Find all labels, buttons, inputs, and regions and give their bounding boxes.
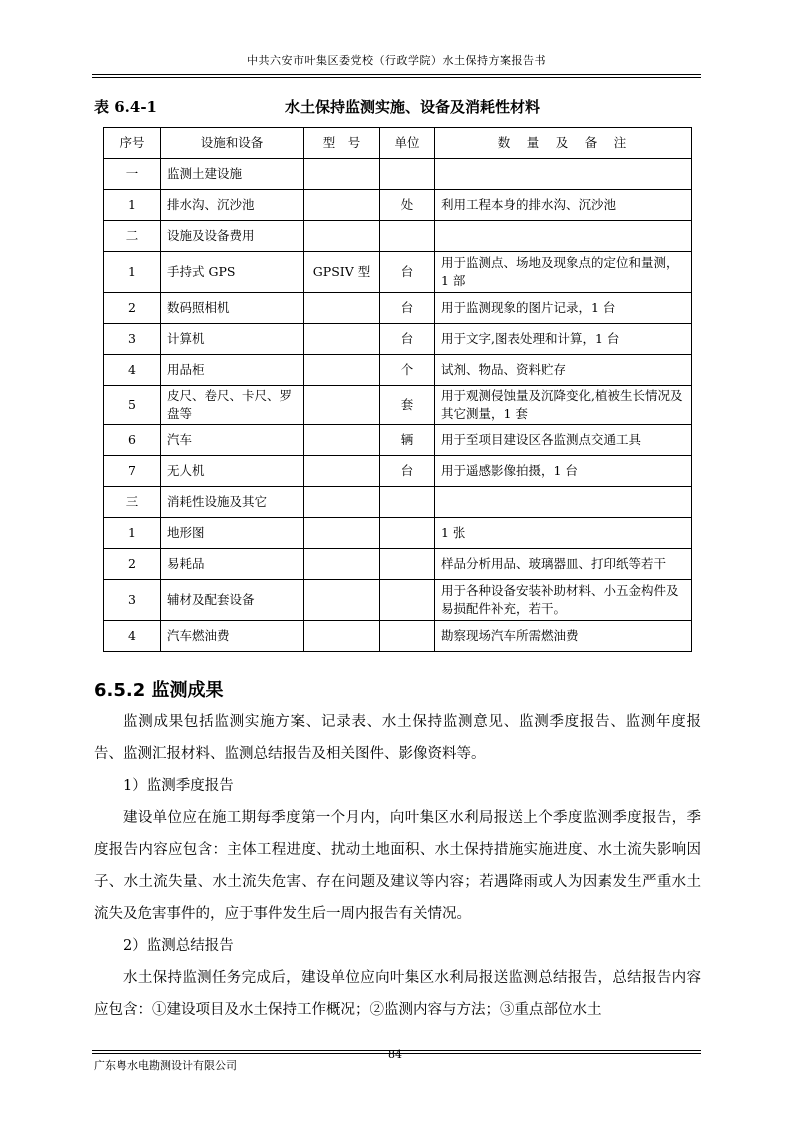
cell-unit: [380, 518, 435, 549]
cell-model: [304, 425, 380, 456]
cell-model: [304, 386, 380, 425]
cell-seq: 7: [104, 456, 161, 487]
cell-equipment: 手持式 GPS: [161, 252, 304, 293]
cell-remarks: 利用工程本身的排水沟、沉沙池: [435, 190, 692, 221]
cell-unit: [380, 221, 435, 252]
cell-model: [304, 487, 380, 518]
cell-unit: [380, 580, 435, 621]
table-row: [104, 252, 692, 293]
cell-seq: 2: [104, 549, 161, 580]
cell-equipment: 用品柜: [161, 355, 304, 386]
header-rule-thin: [92, 77, 701, 78]
cell-remarks: 试剂、物品、资料贮存: [435, 355, 692, 386]
cell-remarks: 用于各种设备安装补助材料、小五金构件及易损配件补充，若干。: [435, 580, 692, 621]
cell-remarks: 用于遥感影像拍摄，1 台: [435, 456, 692, 487]
table-row: [104, 425, 692, 456]
cell-seq: 1: [104, 518, 161, 549]
table-row: [104, 190, 692, 221]
cell-equipment: 计算机: [161, 324, 304, 355]
table-row: [104, 580, 692, 621]
table-number: 表 6.4-1: [94, 98, 157, 116]
page-number: 84: [388, 1048, 402, 1061]
cell-remarks: 1 张: [435, 518, 692, 549]
paragraph-summary-heading: 2）监测总结报告: [123, 938, 234, 954]
cell-seq: 4: [104, 355, 161, 386]
cell-unit: 台: [380, 252, 435, 293]
table-row: [104, 221, 692, 252]
cell-equipment: 辅材及配套设备: [161, 580, 304, 621]
header-rule: [92, 74, 701, 75]
paragraph-summary-body: 水土保持监测任务完成后，建设单位应向叶集区水利局报送监测总结报告，总结报告内容应包含：①建设项目及水土保持工作概况；②监测内容与方法；③重点部位水土: [94, 970, 701, 1018]
cell-model: [304, 456, 380, 487]
section-heading: 6.5.2 监测成果: [94, 680, 224, 701]
cell-seq: 2: [104, 293, 161, 324]
cell-seq: 3: [104, 324, 161, 355]
table-row: [104, 386, 692, 425]
cell-unit: 台: [380, 456, 435, 487]
cell-equipment: 数码照相机: [161, 293, 304, 324]
footer-company: 广东粤水电勘测设计有限公司: [94, 1059, 237, 1072]
cell-unit: [380, 487, 435, 518]
cell-remarks: [435, 221, 692, 252]
cell-equipment: 易耗品: [161, 549, 304, 580]
cell-seq: 三: [104, 487, 161, 518]
table-row: [104, 355, 692, 386]
table-row: [104, 159, 692, 190]
cell-unit: 辆: [380, 425, 435, 456]
cell-model: [304, 355, 380, 386]
cell-model: [304, 293, 380, 324]
table-row: [104, 487, 692, 518]
header-cell-seq: 序号: [104, 128, 161, 159]
cell-unit: 套: [380, 386, 435, 425]
cell-equipment: 监测土建设施: [161, 159, 304, 190]
cell-equipment: 皮尺、卷尺、卡尺、罗盘等: [161, 386, 304, 425]
cell-remarks: 样品分析用品、玻璃器皿、打印纸等若干: [435, 549, 692, 580]
cell-seq: 6: [104, 425, 161, 456]
table-header-row: [104, 128, 692, 159]
cell-model: [304, 324, 380, 355]
cell-equipment: 无人机: [161, 456, 304, 487]
cell-model: [304, 159, 380, 190]
cell-unit: 台: [380, 324, 435, 355]
cell-remarks: 用于监测现象的图片记录，1 台: [435, 293, 692, 324]
cell-remarks: 用于文字,图表处理和计算，1 台: [435, 324, 692, 355]
cell-remarks: [435, 487, 692, 518]
cell-seq: 一: [104, 159, 161, 190]
cell-remarks: 用于至项目建设区各监测点交通工具: [435, 425, 692, 456]
cell-seq: 二: [104, 221, 161, 252]
cell-equipment: 设施及设备费用: [161, 221, 304, 252]
cell-seq: 1: [104, 190, 161, 221]
table-title: 水土保持监测实施、设备及消耗性材料: [284, 98, 540, 116]
cell-seq: 5: [104, 386, 161, 425]
cell-remarks: 勘察现场汽车所需燃油费: [435, 621, 692, 652]
cell-model: [304, 221, 380, 252]
cell-model: [304, 580, 380, 621]
cell-unit: 处: [380, 190, 435, 221]
cell-equipment: 排水沟、沉沙池: [161, 190, 304, 221]
header-cell-remarks: 数 量 及 备 注: [435, 128, 692, 159]
paragraph-quarterly-heading: 1）监测季度报告: [123, 778, 234, 794]
cell-unit: [380, 549, 435, 580]
header-cell-equipment: 设施和设备: [161, 128, 304, 159]
cell-model: [304, 190, 380, 221]
cell-seq: 3: [104, 580, 161, 621]
cell-equipment: 地形图: [161, 518, 304, 549]
equipment-table: [103, 127, 692, 652]
table-row: [104, 324, 692, 355]
cell-model: [304, 549, 380, 580]
table-row: [104, 518, 692, 549]
table-row: [104, 456, 692, 487]
cell-seq: 1: [104, 252, 161, 293]
paragraph-quarterly-body: 建设单位应在施工期每季度第一个月内，向叶集区水利局报送上个季度监测季度报告，季度报告内容应包含：主体工程进度、扰动土地面积、水土保持措施实施进度、水土流失影响因子、水土流失量、水土流失危害、存在问题及建议等内容；若遇降雨或人为因素发生严重水土流失及危害事件的，应于事件发生后一周内报告有关情况。: [94, 810, 701, 922]
header-cell-model: 型 号: [304, 128, 380, 159]
cell-model: GPSIV 型: [304, 252, 380, 293]
table-row: [104, 293, 692, 324]
cell-model: [304, 518, 380, 549]
cell-unit: [380, 621, 435, 652]
cell-unit: 个: [380, 355, 435, 386]
header-cell-unit: 单位: [380, 128, 435, 159]
cell-equipment: 消耗性设施及其它: [161, 487, 304, 518]
table-row: [104, 549, 692, 580]
cell-remarks: 用于监测点、场地及现象点的定位和量测，1 部: [435, 252, 692, 293]
cell-unit: [380, 159, 435, 190]
cell-seq: 4: [104, 621, 161, 652]
cell-equipment: 汽车: [161, 425, 304, 456]
paragraph-results: 监测成果包括监测实施方案、记录表、水土保持监测意见、监测季度报告、监测年度报告、监测汇报材料、监测总结报告及相关图件、影像资料等。: [94, 714, 701, 762]
cell-remarks: [435, 159, 692, 190]
table-row: [104, 621, 692, 652]
cell-unit: 台: [380, 293, 435, 324]
cell-model: [304, 621, 380, 652]
cell-equipment: 汽车燃油费: [161, 621, 304, 652]
page-header: 中共六安市叶集区委党校（行政学院）水土保持方案报告书: [247, 54, 546, 67]
cell-remarks: 用于观测侵蚀量及沉降变化,植被生长情况及其它测量，1 套: [435, 386, 692, 425]
